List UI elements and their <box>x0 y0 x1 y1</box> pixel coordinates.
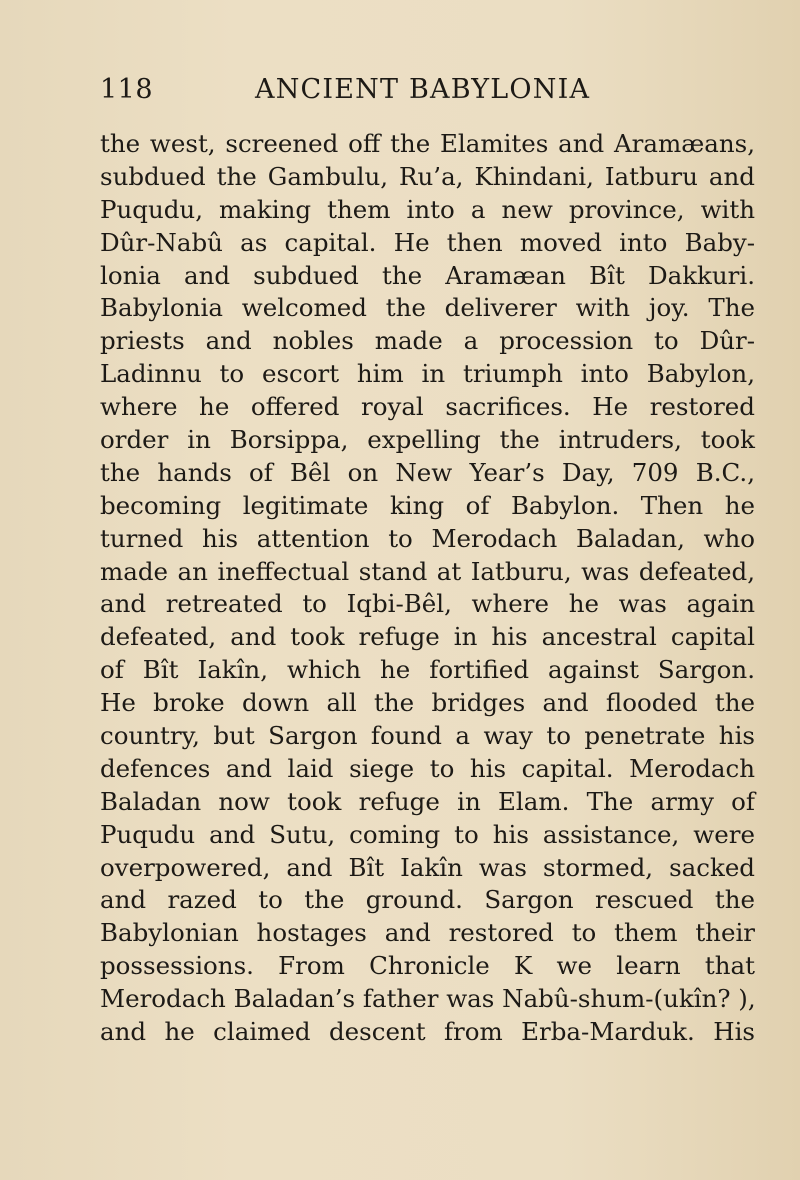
text-line: Merodach Baladan’s father was Nabû-shum-(ukîn? ), <box>100 984 756 1014</box>
text-line: of Bît Iakîn, which he fortified against Sargon. <box>100 655 755 685</box>
body-paragraph <box>100 128 755 1049</box>
text-line: Babylonia welcomed the deliverer with joy. The <box>100 293 755 323</box>
text-line: the west, screened off the Elamites and Aramæans, <box>100 129 755 158</box>
text-line: and he claimed descent from Erba-Marduk. His <box>100 1017 755 1047</box>
text-line: subdued the Gambulu, Ru’a, Khindani, Iatburu and <box>100 161 755 191</box>
text-line: Dûr-Nabû as capital. He then moved into Baby- <box>100 227 755 257</box>
text-line: priests and nobles made a procession to Dûr- <box>100 326 755 356</box>
text-line: He broke down all the bridges and flooded the <box>100 688 755 718</box>
text-line: where he offered royal sacrifices. He restored <box>100 392 755 422</box>
text-line: possessions. From Chronicle K we learn that <box>100 951 755 981</box>
text-line: defeated, and took refuge in his ancestral capital <box>100 622 755 652</box>
text-line: and razed to the ground. Sargon rescued the <box>100 885 755 915</box>
text-line: overpowered, and Bît Iakîn was stormed, sacked <box>100 852 755 882</box>
text-line: and retreated to Iqbi-Bêl, where he was again <box>100 589 755 619</box>
text-line: country, but Sargon found a way to penetrate his <box>100 721 755 751</box>
text-line: Babylonian hostages and restored to them their <box>100 918 755 948</box>
text-line: Puqudu and Sutu, coming to his assistance, were <box>100 819 755 849</box>
text-line: the hands of Bêl on New Year’s Day, 709 B.C., <box>100 457 755 487</box>
text-line: Ladinnu to escort him in triumph into Babylon, <box>100 359 755 389</box>
text-line: turned his attention to Merodach Baladan, who <box>100 523 755 553</box>
text-line: order in Borsippa, expelling the intruders, took <box>100 425 755 455</box>
text-line: becoming legitimate king of Babylon. Then he <box>100 490 755 520</box>
text-line: lonia and subdued the Aramæan Bît Dakkuri. <box>100 260 755 290</box>
page-number: 118 <box>100 74 154 105</box>
running-head: ANCIENT BABYLONIA <box>255 74 591 105</box>
text-line: defences and laid siege to his capital. Merodach <box>100 753 755 783</box>
text-line: Baladan now took refuge in Elam. The army of <box>100 786 755 816</box>
page-header <box>100 74 700 114</box>
text-line: Puqudu, making them into a new province, with <box>100 194 755 224</box>
text-line: made an ineffectual stand at Iatburu, was defeated, <box>100 556 755 586</box>
